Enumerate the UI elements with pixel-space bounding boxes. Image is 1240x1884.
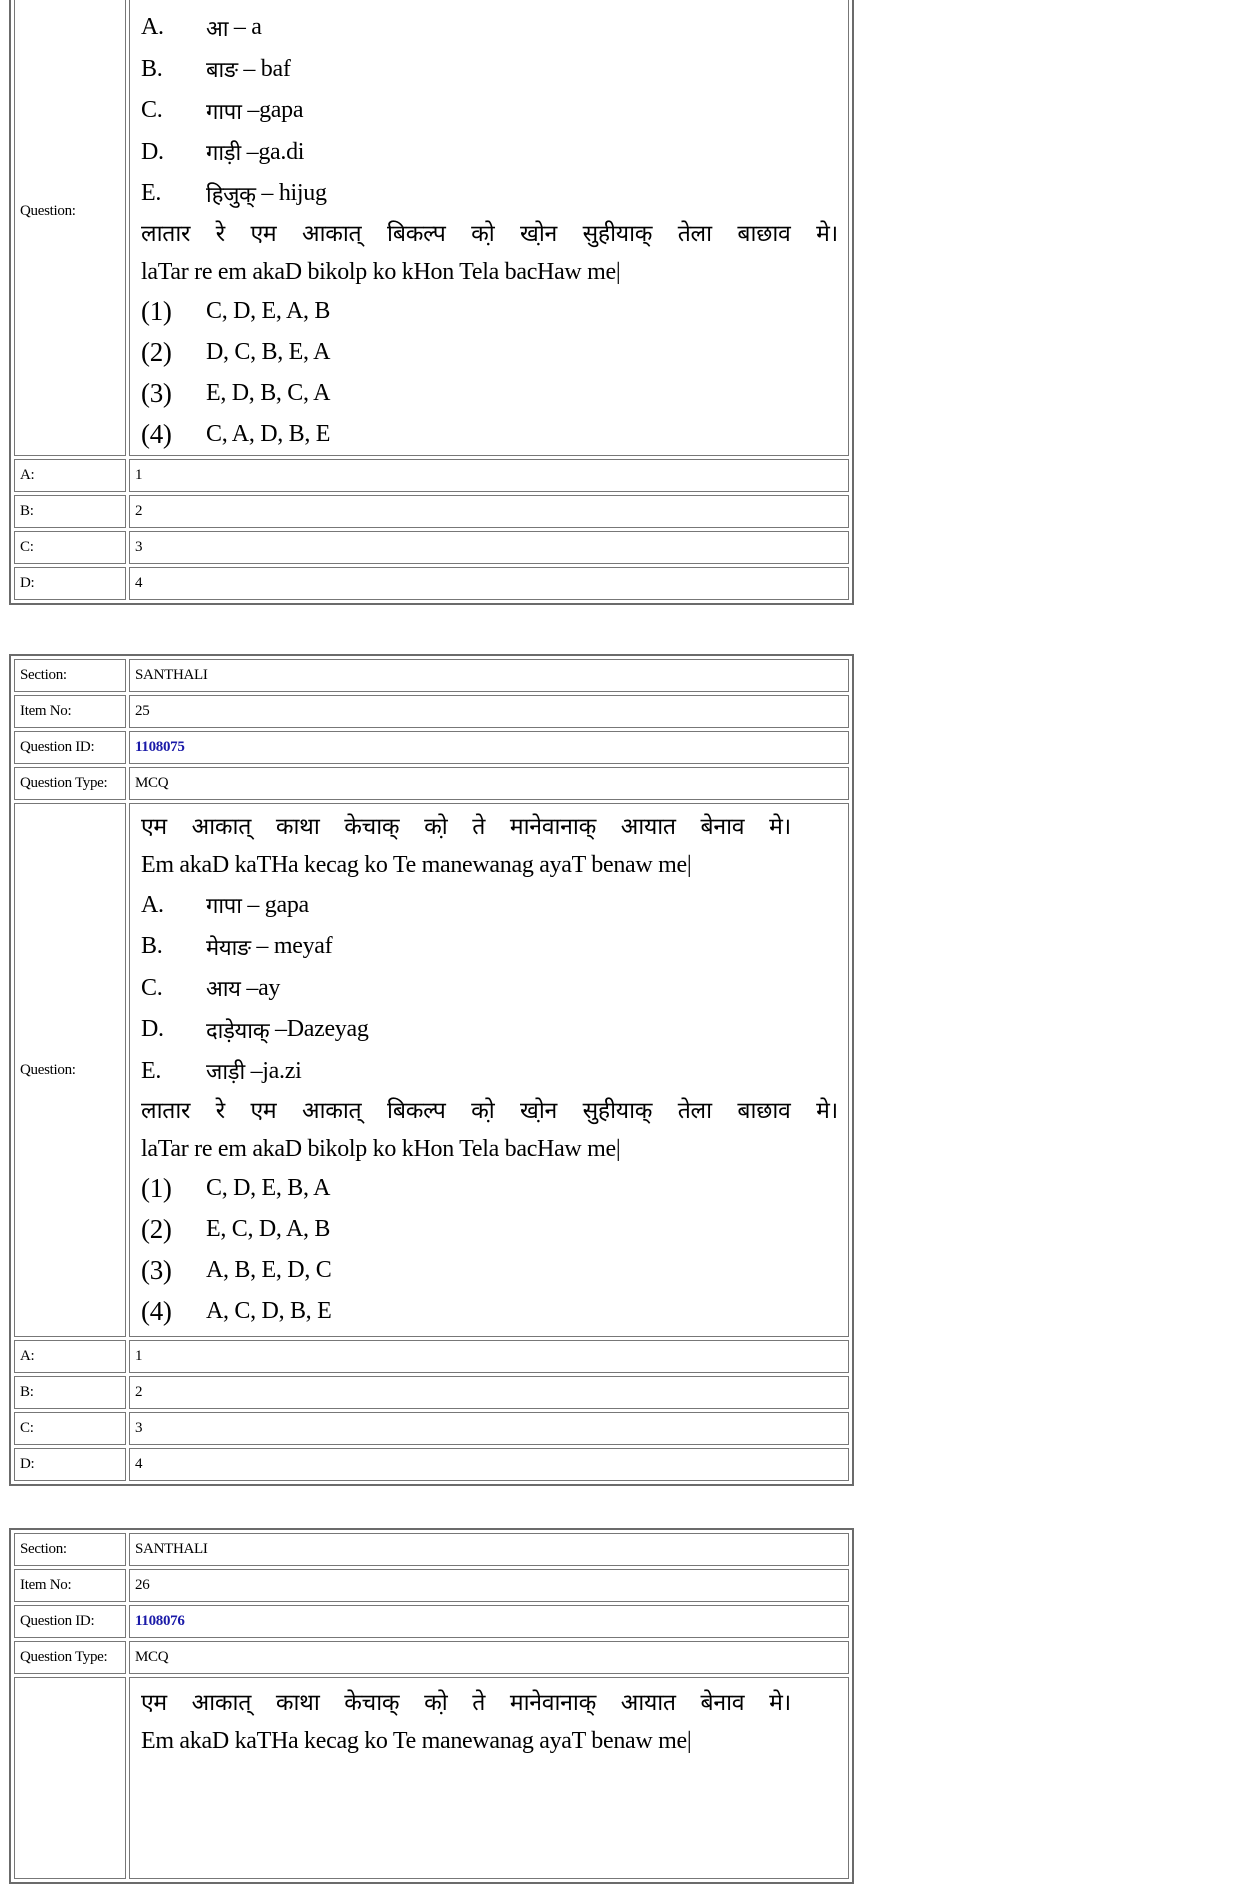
question-heading-roman: Em akaD kaTHa kecag ko Te manewanag ayaT benaw me| bbox=[141, 852, 692, 879]
question-type-value: MCQ bbox=[129, 767, 849, 800]
choice-list bbox=[141, 1168, 838, 1332]
question-table-26 bbox=[9, 1528, 854, 1884]
question-id-link[interactable]: 1108075 bbox=[129, 731, 849, 764]
answer-d-value: 4 bbox=[129, 567, 849, 600]
question-label bbox=[14, 1677, 126, 1879]
question-id-link[interactable]: 1108076 bbox=[129, 1605, 849, 1638]
option-item: E. जाड़ी – ja.zi bbox=[141, 1057, 302, 1085]
choice-item: (1) C, D, E, A, B bbox=[141, 295, 331, 326]
instruction-roman: laTar re em akaD bikolp ko kHon Tela bacHaw me| bbox=[141, 1135, 621, 1162]
option-item: E. हिजुक् – hijug bbox=[141, 180, 327, 208]
question-id-label: Question ID: bbox=[14, 731, 126, 764]
item-no-label: Item No: bbox=[14, 695, 126, 728]
question-table-25 bbox=[9, 654, 854, 1486]
choice-list bbox=[141, 291, 838, 455]
question-table-24 bbox=[9, 0, 854, 605]
option-item: C. गापा – gapa bbox=[141, 97, 304, 125]
instruction-devanagari: लातार रे एम आकात् बिकल्प को़ खो़न सुहीयाक् तेला बाछाव मे। bbox=[141, 220, 838, 247]
answer-b-value: 2 bbox=[129, 495, 849, 528]
question-body bbox=[129, 1677, 849, 1879]
answer-b-label: B: bbox=[14, 1376, 126, 1409]
item-no-label: Item No: bbox=[14, 1569, 126, 1602]
question-heading-devanagari: एम आकात् काथा केचाक् को़ ते मानेवानाक् आयात बेनाव मे। bbox=[141, 1690, 791, 1716]
question-body bbox=[129, 803, 849, 1337]
choice-item: (4) A, C, D, B, E bbox=[141, 1295, 332, 1326]
question-body bbox=[129, 0, 849, 456]
instruction-devanagari: लातार रे एम आकात् बिकल्प को़ खो़न सुहीयाक् तेला बाछाव मे। bbox=[141, 1097, 838, 1124]
option-item: B. बाङ – baf bbox=[141, 55, 291, 84]
question-heading-roman: Em akaD kaTHa kecag ko Te manewanag ayaT benaw me| bbox=[141, 1728, 692, 1754]
option-item: D. गाड़ी – ga.di bbox=[141, 138, 305, 167]
answer-a-label: A: bbox=[14, 459, 126, 492]
option-list bbox=[141, 884, 838, 1092]
answer-b-label: B: bbox=[14, 495, 126, 528]
section-label: Section: bbox=[14, 659, 126, 692]
choice-item: (4) C, A, D, B, E bbox=[141, 418, 331, 449]
option-item: A. आ – a bbox=[141, 14, 262, 42]
question-heading-roman bbox=[141, 0, 838, 7]
option-item: B. मेयाङ – meyaf bbox=[141, 933, 333, 961]
item-no-value: 26 bbox=[129, 1569, 849, 1602]
option-item: C. आय – ay bbox=[141, 974, 281, 1002]
choice-item: (1) C, D, E, B, A bbox=[141, 1172, 331, 1203]
answer-c-value: 3 bbox=[129, 531, 849, 564]
choice-item: (3) E, D, B, C, A bbox=[141, 377, 331, 408]
question-type-label: Question Type: bbox=[14, 1641, 126, 1674]
section-value: SANTHALI bbox=[129, 1533, 849, 1566]
answer-d-label: D: bbox=[14, 1448, 126, 1481]
answer-c-label: C: bbox=[14, 1412, 126, 1445]
question-heading-devanagari: एम आकात् काथा केचाक् को़ ते मानेवानाक् आयात बेनाव मे। bbox=[141, 814, 791, 841]
item-no-value: 25 bbox=[129, 695, 849, 728]
answer-a-value: 1 bbox=[129, 459, 849, 492]
answer-b-value: 2 bbox=[129, 1376, 849, 1409]
option-item: D. दाड़ेयाक् – Dazeyag bbox=[141, 1016, 369, 1044]
answer-c-label: C: bbox=[14, 531, 126, 564]
section-label: Section: bbox=[14, 1533, 126, 1566]
instruction-roman: laTar re em akaD bikolp ko kHon Tela bacHaw me| bbox=[141, 258, 621, 285]
answer-d-label: D: bbox=[14, 567, 126, 600]
answer-a-label: A: bbox=[14, 1340, 126, 1373]
option-item: A. गापा – gapa bbox=[141, 891, 309, 919]
option-list bbox=[141, 7, 838, 215]
question-id-label: Question ID: bbox=[14, 1605, 126, 1638]
section-value: SANTHALI bbox=[129, 659, 849, 692]
question-label: Question: bbox=[14, 803, 126, 1337]
question-label: Question: bbox=[14, 0, 126, 456]
question-type-label: Question Type: bbox=[14, 767, 126, 800]
answer-a-value: 1 bbox=[129, 1340, 849, 1373]
answer-d-value: 4 bbox=[129, 1448, 849, 1481]
choice-item: (2) E, C, D, A, B bbox=[141, 1213, 331, 1244]
answer-c-value: 3 bbox=[129, 1412, 849, 1445]
question-type-value: MCQ bbox=[129, 1641, 849, 1674]
choice-item: (3) A, B, E, D, C bbox=[141, 1254, 332, 1285]
choice-item: (2) D, C, B, E, A bbox=[141, 336, 331, 367]
